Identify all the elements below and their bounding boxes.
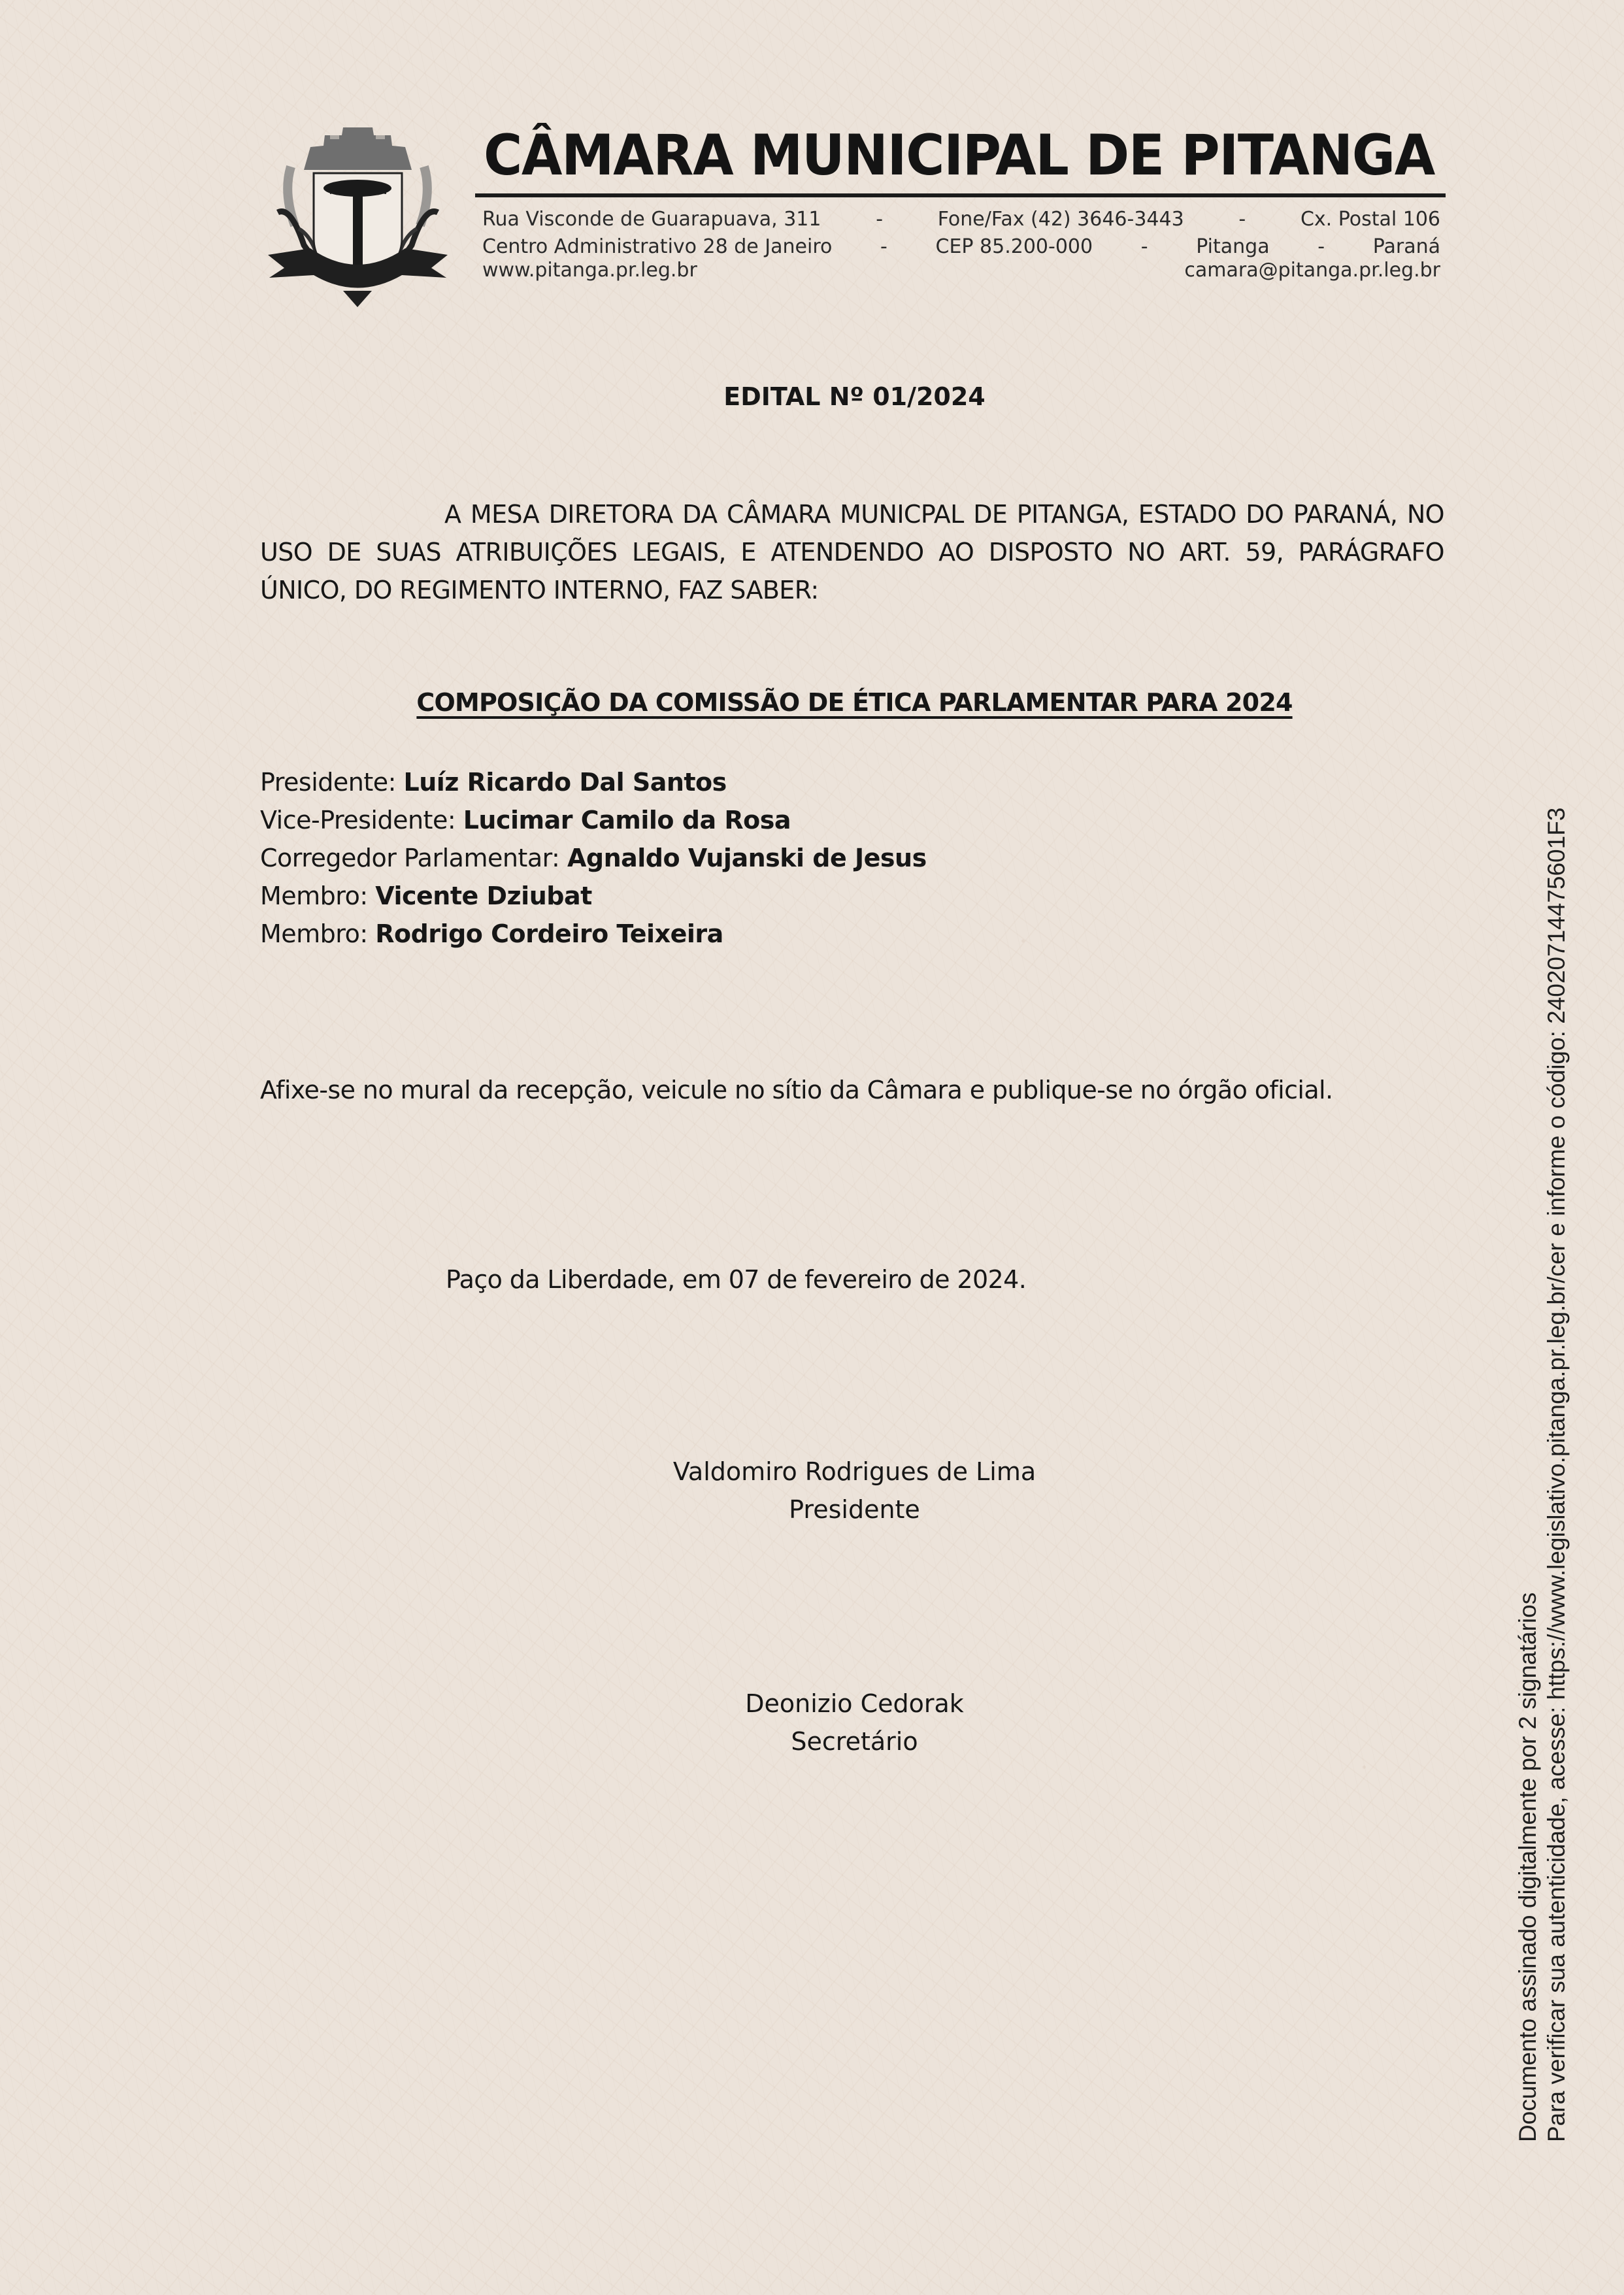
- member-role: Presidente:: [260, 768, 404, 797]
- member-name: Rodrigo Cordeiro Teixeira: [375, 919, 723, 948]
- signatory-name: Deonizio Cedorak: [745, 1689, 964, 1718]
- po-box: Cx. Postal 106: [1300, 208, 1440, 231]
- member-row-president: [260, 763, 927, 801]
- member-role: Membro:: [260, 919, 376, 948]
- organization-title: CÂMARA MUNICIPAL DE PITANGA: [484, 123, 1434, 188]
- signature-count-line: Documento assinado digitalmente por 2 signatários: [1514, 1592, 1541, 2142]
- phone-fax: Fone/Fax (42) 3646-3443: [937, 208, 1184, 231]
- separator: -: [880, 235, 887, 258]
- committee-members-list: [260, 763, 927, 953]
- separator: -: [1140, 235, 1148, 258]
- title-divider: [475, 193, 1446, 197]
- signatory-title: Presidente: [789, 1495, 920, 1524]
- verification-line: Para verificar sua autenticidade, acesse: https://www.legislativo.pitanga.pr.leg.br/cer e informe o código: 24020714475601F3: [1543, 807, 1570, 2142]
- city: Pitanga: [1196, 235, 1270, 258]
- admin-center: Centro Administrativo 28 de Janeiro: [482, 235, 833, 258]
- signatory-title: Secretário: [791, 1727, 918, 1756]
- signature-block-president: [0, 1453, 1624, 1528]
- website-link[interactable]: www.pitanga.pr.leg.br: [482, 259, 697, 282]
- coat-of-arms-logo: [265, 121, 451, 314]
- separator: -: [1317, 235, 1325, 258]
- member-name: Vicente Dziubat: [375, 882, 592, 910]
- member-role: Vice-Presidente:: [260, 806, 463, 834]
- contact-row-web: [482, 257, 1440, 284]
- member-row-corregedor: [260, 839, 927, 877]
- member-row-member-2: [260, 915, 927, 953]
- state: Paraná: [1372, 235, 1440, 258]
- member-row-member-1: [260, 877, 927, 915]
- crest-icon: [265, 121, 451, 314]
- member-role: Membro:: [260, 882, 376, 910]
- member-name: Lucimar Camilo da Rosa: [463, 806, 791, 834]
- street-address: Rua Visconde de Guarapuava, 311: [482, 208, 821, 231]
- member-name: Luíz Ricardo Dal Santos: [403, 768, 727, 797]
- signature-block-secretary: [0, 1685, 1624, 1760]
- member-role: Corregedor Parlamentar:: [260, 844, 567, 872]
- section-heading: [0, 686, 1624, 719]
- section-heading-text: COMPOSIÇÃO DA COMISSÃO DE ÉTICA PARLAMENTAR PARA 2024: [416, 688, 1293, 717]
- email-link[interactable]: camara@pitanga.pr.leg.br: [1184, 259, 1440, 282]
- contact-row-location: [482, 234, 1440, 260]
- preamble-paragraph: A MESA DIRETORA DA CÂMARA MUNICPAL DE PITANGA, ESTADO DO PARANÁ, NO USO DE SUAS ATRIBUIÇÕES LEGAIS, E ATENDENDO AO DISPOSTO NO ART. 59, PARÁGRAFO ÚNICO, DO REGIMENTO INTERNO, FAZ SABER:: [260, 500, 1444, 604]
- separator: -: [876, 208, 884, 231]
- member-name: Agnaldo Vujanski de Jesus: [567, 844, 927, 872]
- member-row-vice-president: [260, 801, 927, 839]
- postal-code: CEP 85.200-000: [935, 235, 1093, 258]
- contact-row-address: [482, 206, 1440, 233]
- signatory-name: Valdomiro Rodrigues de Lima: [672, 1457, 1036, 1486]
- digital-signature-stamp: [1514, 808, 1571, 2142]
- publication-note: Afixe-se no mural da recepção, veicule no sítio da Câmara e publique-se no órgão oficial.: [260, 1076, 1333, 1104]
- edital-number: EDITAL Nº 01/2024: [723, 382, 986, 411]
- separator: -: [1238, 208, 1246, 231]
- date-line: Paço da Liberdade, em 07 de fevereiro de 2024.: [446, 1265, 1027, 1294]
